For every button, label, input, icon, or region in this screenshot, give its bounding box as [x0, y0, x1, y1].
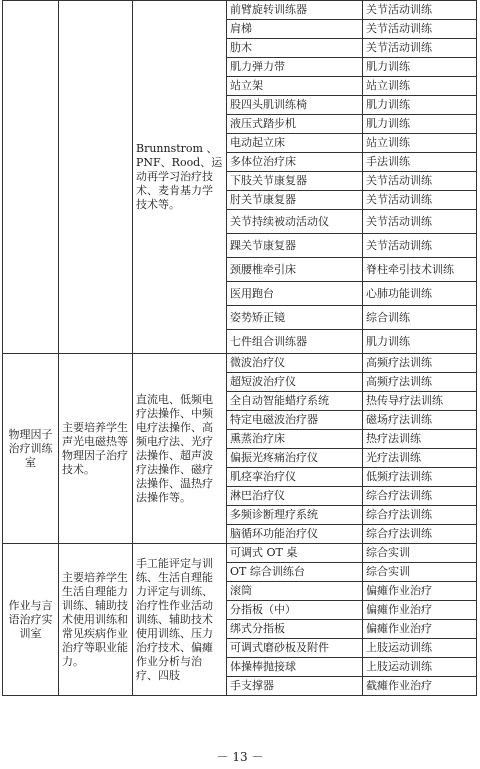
equipment-cell: 多体位治疗床	[227, 153, 363, 172]
purpose-cell	[59, 1, 133, 354]
equipment-cell: 超短波治疗仪	[227, 373, 363, 392]
training-cell: 关节活动训练	[363, 210, 477, 234]
training-cell: 站立训练	[363, 134, 477, 153]
equipment-cell: OT 综合训练台	[227, 563, 363, 582]
equipment-cell: 前臂旋转训练器	[227, 1, 363, 20]
equipment-cell: 液压式踏步机	[227, 115, 363, 134]
equipment-cell: 偏振光疼痛治疗仪	[227, 449, 363, 468]
training-cell: 高频疗法训练	[363, 354, 477, 373]
equipment-cell: 肘关节康复器	[227, 191, 363, 210]
training-cell: 综合实训	[363, 563, 477, 582]
equipment-cell: 多频诊断理疗系统	[227, 506, 363, 525]
equipment-cell: 可调式 OT 桌	[227, 544, 363, 563]
tech-cell: Brunnstrom 、PNF、Rood、运动再学习治疗技术、麦肯基力学技术等。	[133, 1, 227, 354]
training-cell: 脊柱牵引技术训练	[363, 258, 477, 282]
training-cell: 综合训练	[363, 306, 477, 330]
equipment-cell: 电动起立床	[227, 134, 363, 153]
table-row	[3, 354, 477, 373]
training-cell: 关节活动训练	[363, 20, 477, 39]
equipment-cell: 特定电磁波治疗器	[227, 411, 363, 430]
training-cell: 心肺功能训练	[363, 282, 477, 306]
equipment-cell: 可调式磨砂板及附件	[227, 639, 363, 658]
training-cell: 关节活动训练	[363, 1, 477, 20]
training-cell: 站立训练	[363, 77, 477, 96]
equipment-cell: 淋巴治疗仪	[227, 487, 363, 506]
equipment-cell: 站立架	[227, 77, 363, 96]
equipment-cell: 肩梯	[227, 20, 363, 39]
page-number: － 13 －	[216, 750, 264, 764]
training-cell: 综合疗法训练	[363, 487, 477, 506]
training-cell: 关节活动训练	[363, 191, 477, 210]
equipment-cell: 肋木	[227, 39, 363, 58]
equipment-cell: 肌力弹力带	[227, 58, 363, 77]
training-cell: 低频疗法训练	[363, 468, 477, 487]
equipment-cell: 脑循环功能治疗仪	[227, 525, 363, 544]
equipment-cell: 微波治疗仪	[227, 354, 363, 373]
training-cell: 肌力训练	[363, 58, 477, 77]
training-cell: 肌力训练	[363, 96, 477, 115]
equipment-table	[2, 0, 477, 696]
training-cell: 热疗法训练	[363, 430, 477, 449]
room-cell	[3, 1, 59, 354]
training-cell: 综合实训	[363, 544, 477, 563]
equipment-cell: 手支撑器	[227, 677, 363, 696]
training-cell: 光疗法训练	[363, 449, 477, 468]
equipment-cell: 颈腰椎牵引床	[227, 258, 363, 282]
training-cell: 上肢运动训练	[363, 639, 477, 658]
equipment-cell: 股四头肌训练椅	[227, 96, 363, 115]
training-cell: 综合疗法训练	[363, 506, 477, 525]
training-cell: 关节活动训练	[363, 39, 477, 58]
equipment-cell: 体操棒抛接球	[227, 658, 363, 677]
equipment-cell: 关节持续被动活动仪	[227, 210, 363, 234]
equipment-cell: 踝关节康复器	[227, 234, 363, 258]
equipment-cell: 医用跑台	[227, 282, 363, 306]
equipment-cell: 熏蒸治疗床	[227, 430, 363, 449]
training-cell: 上肢运动训练	[363, 658, 477, 677]
training-cell: 综合疗法训练	[363, 525, 477, 544]
equipment-cell: 肌痉挛治疗仪	[227, 468, 363, 487]
training-cell: 偏瘫作业治疗	[363, 620, 477, 639]
training-cell: 偏瘫作业治疗	[363, 582, 477, 601]
table-row	[3, 1, 477, 20]
training-cell: 磁场疗法训练	[363, 411, 477, 430]
equipment-cell: 分指板（中）	[227, 601, 363, 620]
training-cell: 偏瘫作业治疗	[363, 601, 477, 620]
training-cell: 肌力训练	[363, 115, 477, 134]
training-cell: 关节活动训练	[363, 172, 477, 191]
tech-cell: 手工能评定与训练、生活自理能力评定与训练、治疗性作业活动训练、辅助技术使用训练、压力治疗技术、偏瘫作业分析与治疗、四肢	[133, 544, 227, 696]
training-cell: 截瘫作业治疗	[363, 677, 477, 696]
equipment-cell: 绑式分指板	[227, 620, 363, 639]
purpose-cell: 主要培养学生生活自理能力训练、辅助技术使用训练和常见疾病作业治疗等职业能力。	[59, 544, 133, 696]
purpose-cell: 主要培养学生声光电磁热等物理因子治疗技术。	[59, 354, 133, 544]
table-row	[3, 544, 477, 563]
equipment-cell: 下肢关节康复器	[227, 172, 363, 191]
equipment-cell: 全自动智能蜡疗系统	[227, 392, 363, 411]
training-cell: 热传导疗法训练	[363, 392, 477, 411]
training-cell: 肌力训练	[363, 330, 477, 354]
equipment-cell: 七件组合训练器	[227, 330, 363, 354]
tech-cell: 直流电、低频电疗法操作、中频电疗法操作、高频电疗法、光疗法操作、超声波疗法操作、磁疗法操作、温热疗法操作等。	[133, 354, 227, 544]
equipment-cell: 滚筒	[227, 582, 363, 601]
equipment-cell: 姿势矫正镜	[227, 306, 363, 330]
training-cell: 关节活动训练	[363, 234, 477, 258]
room-cell: 物理因子治疗训练室	[3, 354, 59, 544]
room-cell: 作业与言语治疗实训室	[3, 544, 59, 696]
training-cell: 高频疗法训练	[363, 373, 477, 392]
training-cell: 手法训练	[363, 153, 477, 172]
